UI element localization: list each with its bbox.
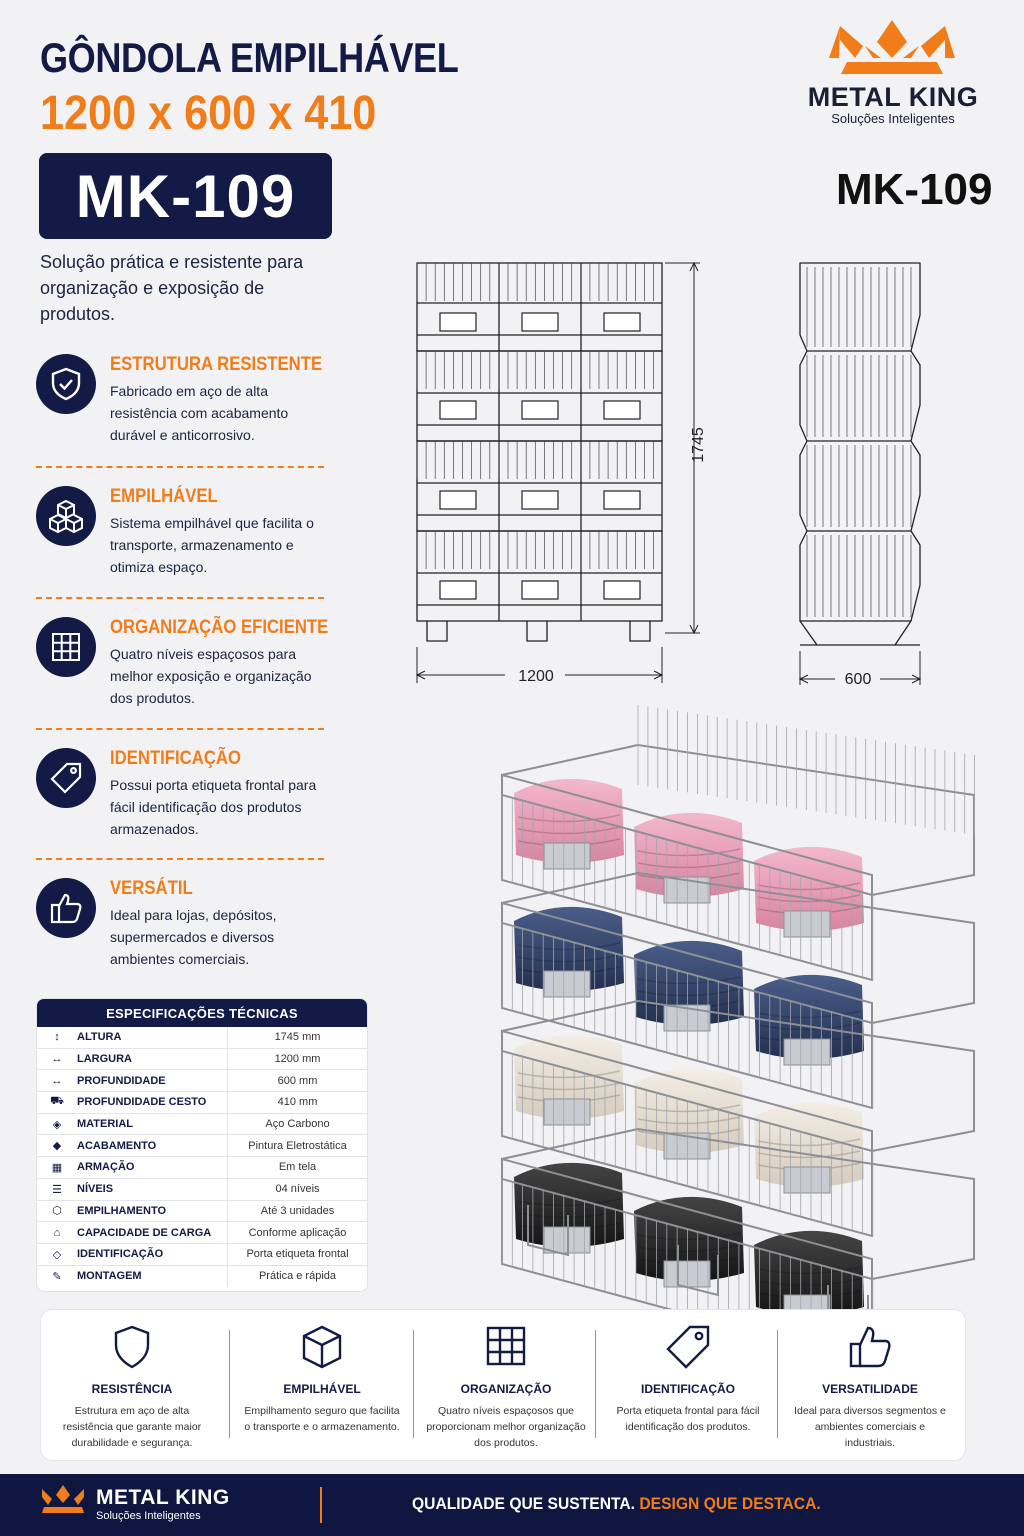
- divider: [777, 1330, 778, 1438]
- stacked-boxes-icon: [36, 486, 96, 546]
- spec-row: [37, 1092, 367, 1114]
- product-3d-illustration: [488, 695, 993, 1345]
- label-holder: [544, 843, 590, 869]
- footer-crown-logo: [38, 1485, 88, 1521]
- spec-value: Conforme aplicação: [227, 1222, 367, 1243]
- spec-row: [37, 1070, 367, 1092]
- benefit-desc: Quatro níveis espaçosos que proporcionam melhor organização dos produtos.: [426, 1405, 586, 1449]
- spec-row: [37, 1157, 367, 1179]
- spec-value: Até 3 unidades: [227, 1201, 367, 1222]
- divider: [36, 466, 324, 468]
- label-holder: [604, 581, 640, 599]
- label-holder: [522, 401, 558, 419]
- label-holder: [440, 401, 476, 419]
- spec-value: 04 níveis: [227, 1179, 367, 1200]
- spec-value: Aço Carbono: [227, 1114, 367, 1135]
- feature-desc: Fabricado em aço de alta resistência com acabamento durável e anticorrosivo.: [110, 383, 289, 443]
- spec-label: LARGURA: [77, 1053, 132, 1066]
- box-icon: [231, 1324, 413, 1370]
- feature-title: EMPILHÁVEL: [110, 486, 218, 507]
- list-icon: ☰: [52, 1183, 62, 1196]
- benefit-title: ORGANIZAÇÃO: [460, 1382, 552, 1396]
- side-view-drawing: [795, 255, 925, 685]
- benefit-desc: Porta etiqueta frontal para fácil identificação dos produtos.: [616, 1405, 760, 1433]
- spec-label: NÍVEIS: [77, 1183, 114, 1196]
- front-view-drawing: [410, 255, 710, 685]
- footer-brand-tagline: Soluções Inteligentes: [96, 1510, 201, 1522]
- feature-desc: Possui porta etiqueta frontal para fácil identificação dos produtos armazenados.: [110, 777, 317, 837]
- divider: [36, 728, 324, 730]
- label-holder: [784, 1039, 830, 1065]
- height-arrow-icon: ↕: [54, 1031, 60, 1044]
- divider: [413, 1330, 414, 1438]
- benefit-empilhavel: [231, 1310, 413, 1462]
- spec-row: [37, 1114, 367, 1136]
- spec-row: [37, 1135, 367, 1157]
- feature-title: VERSÁTIL: [110, 878, 193, 899]
- spec-label: PROFUNDIDADE: [77, 1074, 166, 1087]
- benefit-desc: Empilhamento seguro que facilita o transporte e o armazenamento.: [244, 1405, 400, 1433]
- benefit-title: RESISTÊNCIA: [91, 1382, 173, 1396]
- benefit-desc: Estrutura em aço de alta resistência que garante maior durabilidade e segurança.: [62, 1405, 202, 1449]
- label-holder: [440, 491, 476, 509]
- label-holder: [522, 313, 558, 331]
- mesh-icon: ▦: [51, 1161, 63, 1174]
- footer-slogan: [412, 1494, 821, 1514]
- label-holder: [440, 581, 476, 599]
- height-dimension-label: 1745: [690, 427, 707, 463]
- spec-row: [37, 1179, 367, 1201]
- depth-dimension-label: 600: [844, 671, 872, 685]
- label-holder: [522, 581, 558, 599]
- label-holder: [604, 313, 640, 331]
- brand-name: METAL KING: [807, 82, 979, 112]
- slogan-orange: DESIGN QUE DESTACA.: [639, 1494, 821, 1513]
- specs-title: ESPECIFICAÇÕES TÉCNICAS: [37, 999, 367, 1027]
- spec-value: Porta etiqueta frontal: [227, 1244, 367, 1265]
- spec-row: [37, 1222, 367, 1244]
- benefit-organizacao: [415, 1310, 597, 1462]
- footer-brand-name: METAL KING: [96, 1486, 230, 1509]
- spec-label: MATERIAL: [77, 1118, 134, 1131]
- label-holder: [522, 491, 558, 509]
- feature-desc: Quatro níveis espaçosos para melhor exposição e organização dos produtos.: [110, 646, 312, 706]
- benefit-desc: Ideal para diversos segmentos e ambientes comerciais e industriais.: [794, 1405, 946, 1449]
- shield-icon: [41, 1324, 223, 1370]
- spec-label: IDENTIFICAÇÃO: [77, 1248, 164, 1261]
- label-holder: [440, 313, 476, 331]
- spec-value: 1745 mm: [227, 1027, 367, 1048]
- benefit-title: EMPILHÁVEL: [283, 1382, 361, 1396]
- tag-icon: [36, 748, 96, 808]
- spec-label: MONTAGEM: [77, 1270, 142, 1283]
- feature-title: ORGANIZAÇÃO EFICIENTE: [110, 617, 329, 638]
- spec-row: [37, 1266, 367, 1288]
- divider: [229, 1330, 230, 1438]
- feature-desc: Sistema empilhável que facilita o transporte, armazenamento e otimiza espaço.: [110, 515, 314, 575]
- thumbs-up-icon: [36, 878, 96, 938]
- feature-desc: Ideal para lojas, depósitos, supermercados e diversos ambientes comerciais.: [110, 907, 277, 967]
- cart-icon: ⛟: [50, 1095, 64, 1108]
- intro-text: Solução prática e resistente para organização e exposição de produtos.: [40, 252, 304, 324]
- spec-value: 600 mm: [227, 1070, 367, 1091]
- spec-label: ALTURA: [77, 1031, 122, 1044]
- spec-label: PROFUNDIDADE CESTO: [77, 1096, 207, 1109]
- spec-row: [37, 1027, 367, 1049]
- label-holder: [544, 1099, 590, 1125]
- benefit-identificacao: [597, 1310, 779, 1462]
- page-title: GÔNDOLA EMPILHÁVEL: [40, 34, 459, 81]
- spec-label: EMPILHAMENTO: [77, 1204, 167, 1217]
- label-holder: [784, 911, 830, 937]
- feature-title: IDENTIFICAÇÃO: [110, 748, 241, 769]
- cube-icon: ◈: [52, 1118, 62, 1131]
- spec-label: ARMAÇÃO: [77, 1161, 135, 1174]
- benefits-panel: [40, 1309, 966, 1461]
- label-holder: [604, 401, 640, 419]
- divider: [36, 597, 324, 599]
- spec-value: 410 mm: [227, 1092, 367, 1113]
- spec-row: [37, 1244, 367, 1266]
- spec-label: ACABAMENTO: [77, 1139, 157, 1152]
- spec-value: Em tela: [227, 1157, 367, 1178]
- spec-label: CAPACIDADE DE CARGA: [77, 1226, 212, 1239]
- thumbs-up-icon: [779, 1324, 961, 1370]
- spec-row: [37, 1049, 367, 1071]
- stack-icon: ⬡: [52, 1205, 62, 1218]
- slogan-white: QUALIDADE QUE SUSTENTA.: [412, 1494, 636, 1513]
- width-dimension-label: 1200: [518, 668, 554, 685]
- model-badge: MK-109: [39, 153, 332, 239]
- tag-icon: [597, 1324, 779, 1370]
- divider: [595, 1330, 596, 1438]
- wrench-icon: ✎: [52, 1270, 62, 1283]
- grid-icon: [36, 617, 96, 677]
- label-holder: [544, 971, 590, 997]
- specs-table: [36, 998, 368, 1292]
- depth-arrow-icon: ↔: [51, 1074, 63, 1087]
- benefit-title: IDENTIFICAÇÃO: [641, 1382, 735, 1396]
- benefit-resistencia: [41, 1310, 223, 1462]
- spec-value: 1200 mm: [227, 1049, 367, 1070]
- grid-icon: [415, 1324, 597, 1370]
- benefit-versatilidade: [779, 1310, 961, 1462]
- spec-value: Pintura Eletrostática: [227, 1135, 367, 1156]
- footer-divider: [320, 1487, 322, 1523]
- brand-tagline: Soluções Inteligentes: [831, 111, 955, 126]
- shield-check-icon: [36, 354, 96, 414]
- width-arrow-icon: ↔: [51, 1053, 63, 1066]
- feature-title: ESTRUTURA RESISTENTE: [110, 354, 323, 375]
- page-dimensions-title: 1200 x 600 x 410: [40, 87, 377, 140]
- spec-value: Prática e rápida: [227, 1266, 367, 1288]
- divider: [36, 858, 324, 860]
- paint-tag-icon: ◆: [52, 1140, 62, 1153]
- spec-row: [37, 1201, 367, 1223]
- model-code-right: MK-109: [836, 165, 993, 214]
- label-icon: ◇: [52, 1248, 62, 1261]
- label-holder: [784, 1167, 830, 1193]
- label-holder: [604, 491, 640, 509]
- weight-icon: ⌂: [53, 1226, 61, 1239]
- benefit-title: VERSATILIDADE: [822, 1382, 918, 1396]
